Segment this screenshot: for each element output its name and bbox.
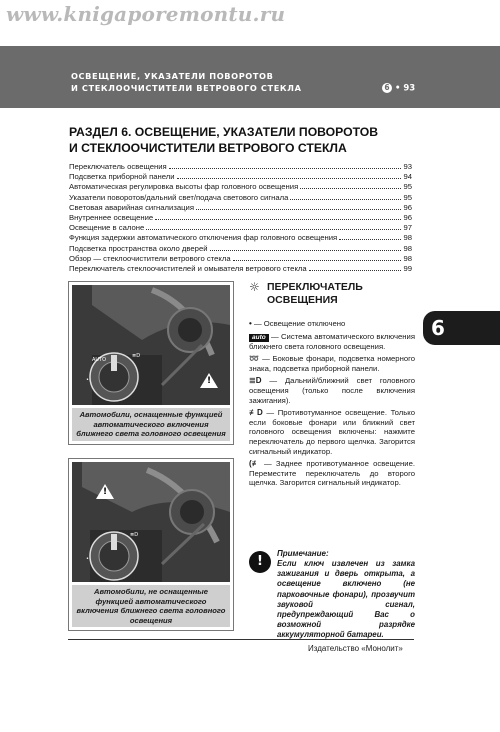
warning-icon [200, 373, 218, 388]
switch-position-auto [249, 332, 415, 352]
toc-label: Освещение в салоне [69, 223, 145, 233]
toc-label: Подсветка пространства около дверей [69, 243, 208, 253]
toc-page: 94 [403, 172, 412, 182]
subsection-title-line1: ПЕРЕКЛЮЧАТЕЛЬ [267, 281, 363, 293]
switch-position-headlights [249, 376, 415, 405]
toc-page: 96 [403, 202, 412, 212]
toc-leader [177, 178, 402, 179]
toc-leader [290, 199, 401, 200]
switch-position-text: — Освещение отключено [251, 319, 346, 328]
footer-divider [68, 639, 414, 640]
toc-page: 98 [403, 233, 412, 243]
toc-leader [196, 209, 401, 210]
section-title [69, 124, 429, 156]
toc-entry[interactable] [69, 213, 412, 223]
note-title: Примечание: [277, 549, 329, 558]
figure-caption: Автомобили, не оснащенные функцией автоматического включения ближнего света головного освещения [72, 585, 230, 627]
watermark: www.knigaporemontu.ru [6, 2, 286, 26]
toc-entry[interactable] [69, 233, 412, 243]
running-header-line1: ОСВЕЩЕНИЕ, УКАЗАТЕЛИ ПОВОРОТОВ [71, 71, 274, 81]
toc-leader [210, 250, 402, 251]
running-header [71, 70, 371, 94]
switch-position-off [249, 319, 415, 329]
toc-label: Обзор — стеклоочистители ветрового стекла [69, 253, 231, 263]
figure-auto-headlights [68, 281, 234, 445]
subsection-title-line2: ОСВЕЩЕНИЯ [267, 294, 338, 306]
running-header-line2: И СТЕКЛООЧИСТИТЕЛИ ВЕТРОВОГО СТЕКЛА [71, 83, 302, 93]
toc-label: Указатели поворотов/дальний свет/подача светового сигнала [69, 192, 289, 202]
publisher-credit: Издательство «Монолит» [308, 644, 403, 653]
switch-position-text: — Дальний/ближний свет головного освещения (только после включения зажигания). [249, 376, 415, 405]
warning-icon [96, 484, 114, 499]
headlight-icon: ≣D [249, 376, 262, 386]
light-switch-illustration [72, 462, 230, 582]
note-text: Если ключ извлечен из замка зажигания и дверь открыта, а освещение включено (не парковочные фонари), прозвучит звуковой сигнал, предупреждающий Вас о возможной разрядке аккумуляторной батареи. [277, 559, 415, 640]
note-box [249, 549, 415, 641]
figure-caption: Автомобили, оснащенные функцией автоматического включения ближнего света головного освещения [72, 408, 230, 441]
page-number [382, 83, 415, 94]
toc-entry[interactable] [69, 203, 412, 213]
toc-leader [339, 239, 401, 240]
switch-position-text: — Заднее противотуманное освещение. Переместите переключатель до второго щелчка. Загорится сигнальный индикатор. [249, 459, 415, 488]
switch-position-text: — Противотуманное освещение. Только если боковые фонари или ближний свет головного освещения включены: нажмите переключатель до первого щелчка. Загорится сигнальный индикатор. [249, 408, 415, 456]
toc-entry[interactable] [69, 264, 412, 274]
toc-entry[interactable] [69, 254, 412, 264]
toc-leader [309, 270, 402, 271]
light-switch-photo [72, 462, 230, 582]
svg-text:≣D: ≣D [130, 532, 139, 538]
toc-entry[interactable] [69, 172, 412, 182]
toc-page: 98 [403, 253, 412, 263]
toc-leader [146, 229, 401, 230]
toc-entry[interactable] [69, 162, 412, 172]
table-of-contents [69, 162, 412, 274]
svg-text:AUTO: AUTO [92, 357, 107, 363]
sun-icon: ☼ [249, 280, 260, 294]
switch-position-side-lights [249, 354, 415, 373]
svg-text:•: • [86, 556, 89, 562]
section-title-line1: РАЗДЕЛ 6. ОСВЕЩЕНИЕ, УКАЗАТЕЛИ ПОВОРОТОВ [69, 125, 379, 139]
toc-page: 95 [403, 192, 412, 202]
toc-page: 98 [403, 243, 412, 253]
switch-position-fog [249, 408, 415, 456]
toc-page: 95 [403, 182, 412, 192]
fog-light-icon: ≢D [249, 408, 263, 418]
subsection-heading [249, 281, 415, 307]
toc-label: Переключатель стеклоочистителей и омывателя ветрового стекла [69, 263, 307, 273]
switch-position-rear-fog [249, 459, 415, 488]
exclamation-icon: ! [249, 551, 271, 573]
toc-label: Функция задержки автоматического отключения фар головного освещения [69, 233, 338, 243]
toc-leader [300, 188, 401, 189]
toc-page: 97 [403, 223, 412, 233]
switch-position-text: — Система автоматического включения ближнего света головного освещения. [249, 331, 415, 351]
section-title-line2: И СТЕКЛООЧИСТИТЕЛИ ВЕТРОВОГО СТЕКЛА [69, 141, 347, 155]
toc-page: 96 [403, 212, 412, 222]
toc-entry[interactable] [69, 182, 412, 192]
toc-label: Подсветка приборной панели [69, 172, 175, 182]
toc-leader [169, 168, 402, 169]
light-switch-photo [72, 285, 230, 405]
toc-label: Световая аварийная сигнализация [69, 202, 194, 212]
toc-page: 93 [403, 162, 412, 171]
toc-label: Автоматическая регулировка высоты фар головного освещения [69, 182, 299, 192]
toc-label: Внутреннее освещение [69, 212, 154, 222]
toc-entry[interactable] [69, 193, 412, 203]
auto-icon: auto [249, 334, 269, 342]
svg-text:≣D: ≣D [132, 353, 141, 359]
svg-text:•: • [86, 377, 89, 383]
toc-label: Переключатель освещения [69, 162, 167, 171]
page-number-text: • 93 [394, 83, 416, 94]
toc-entry[interactable] [69, 223, 412, 233]
rear-fog-light-icon: (≢ [249, 459, 260, 469]
switch-position-text: — Боковые фонари, подсветка номерного знака, подсветка приборной панели. [249, 354, 415, 373]
off-icon: • [249, 319, 252, 328]
side-lights-icon: ➿ [249, 354, 260, 364]
chapter-tab: 6 [423, 311, 500, 345]
chapter-badge: 6 [382, 83, 392, 93]
figure-manual-headlights [68, 458, 234, 631]
toc-leader [233, 260, 402, 261]
light-switch-section [249, 281, 415, 491]
toc-page: 99 [403, 263, 412, 273]
toc-leader [155, 219, 401, 220]
toc-entry[interactable] [69, 244, 412, 254]
